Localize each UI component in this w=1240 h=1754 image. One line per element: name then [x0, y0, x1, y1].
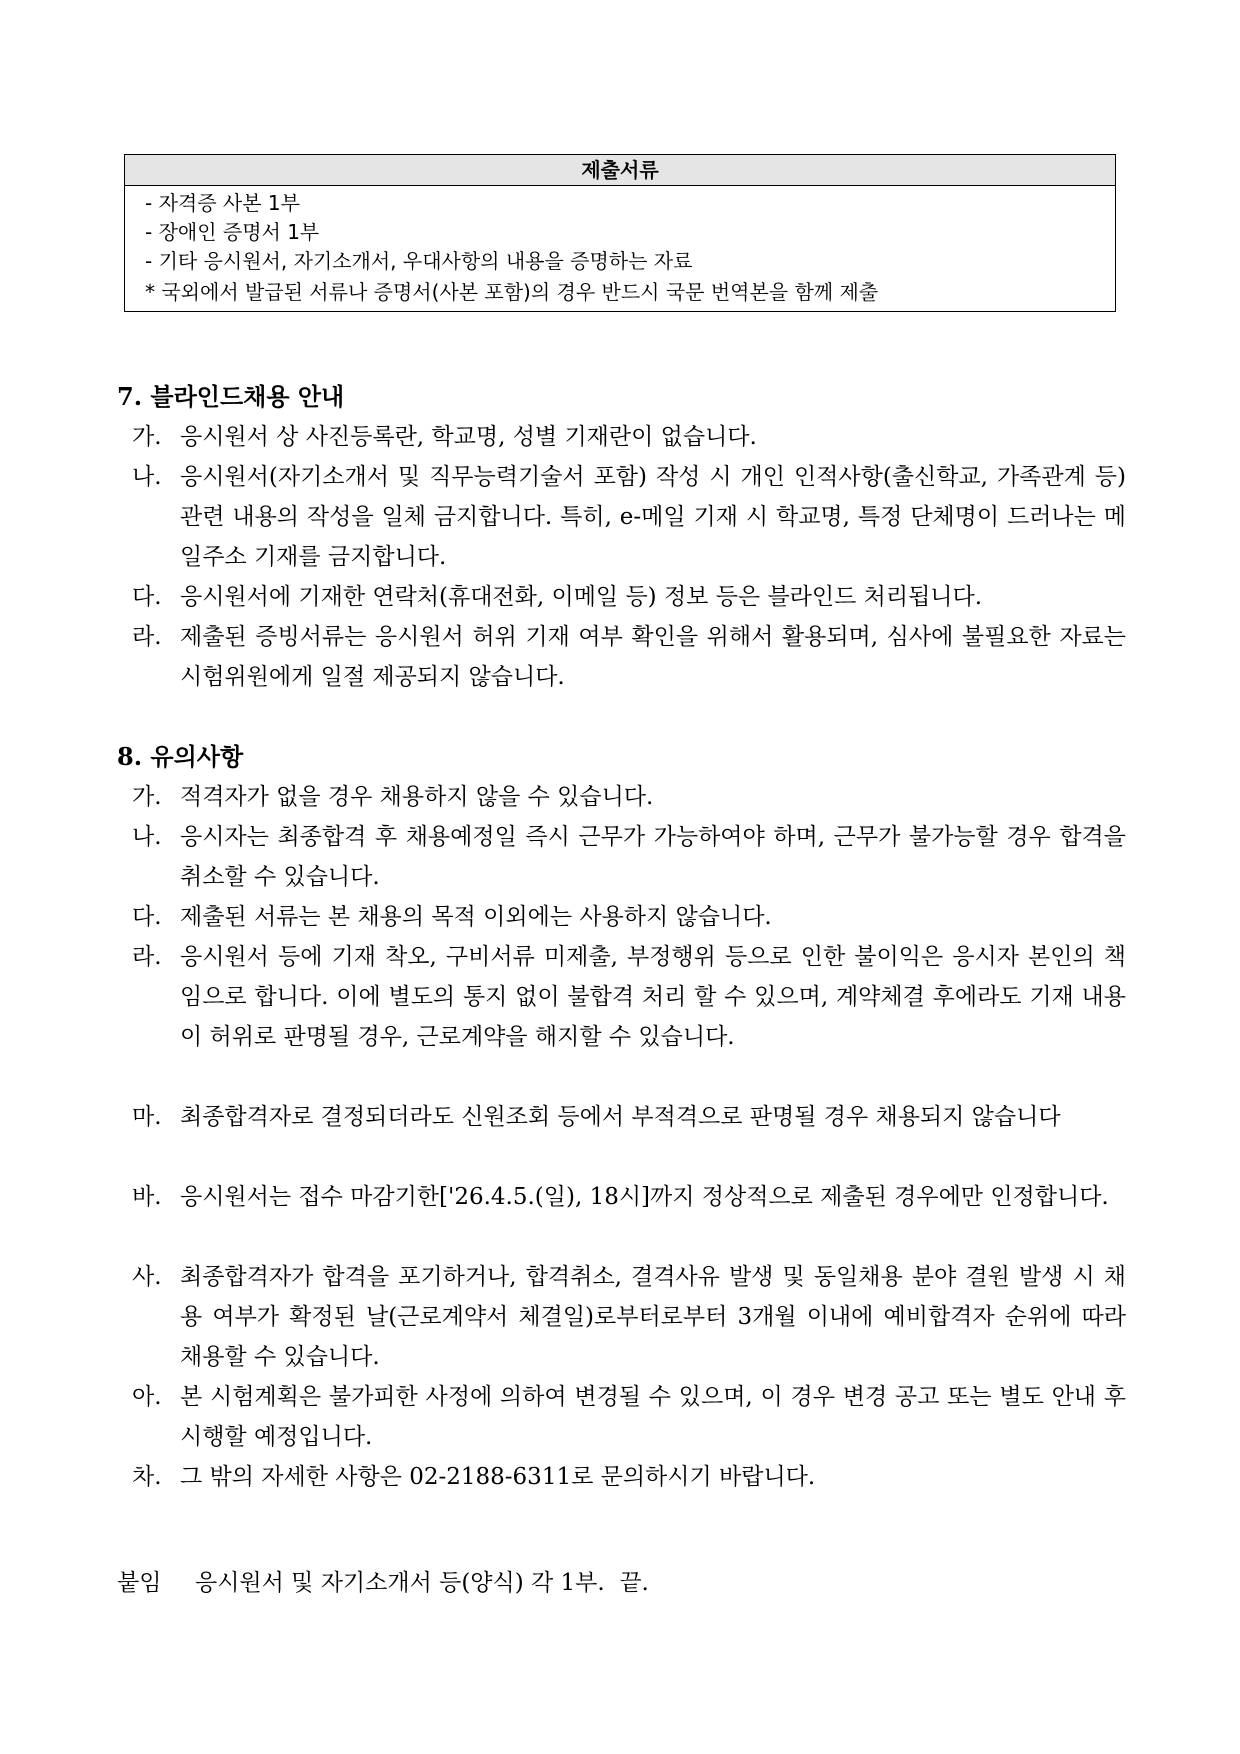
item-mark: 바. — [132, 1184, 162, 1210]
document-line: - 장애인 증명서 1부 — [145, 220, 320, 244]
item-text: 응시원서 등에 기재 착오, 구비서류 미제출, 부정행위 등으로 인한 불이익은 응시자 본인의 책임으로 합니다. 이에 별도의 통지 없이 불합격 처리 할 수 있으며, 계약체결 후에라도 기재 내용이 허위로 판명될 경우, 근로계약을 해지할 수 있습니다. — [180, 944, 1126, 1050]
list-item — [132, 417, 1126, 457]
list-item — [132, 777, 1126, 817]
section-8-title: 8. 유의사항 — [117, 742, 244, 771]
item-text: 응시원서(자기소개서 및 직무능력기술서 포함) 작성 시 개인 인적사항(출신학교, 가족관계 등) 관련 내용의 작성을 일체 금지합니다. 특히, e-메일 기재 시 학교명, 특정 단체명이 드러나는 메일주소 기재를 금지합니다. — [180, 464, 1126, 570]
item-text: 그 밖의 자세한 사항은 02-2188-6311로 문의하시기 바랍니다. — [180, 1464, 816, 1490]
attachment-label: 붙임 — [117, 1570, 162, 1596]
list-item — [132, 1457, 1126, 1497]
item-mark: 나. — [132, 824, 162, 850]
item-mark: 라. — [132, 944, 162, 970]
item-text: 최종합격자로 결정되더라도 신원조회 등에서 부적격으로 판명될 경우 채용되지 않습니다 — [180, 1104, 1061, 1130]
table-body — [125, 186, 1115, 311]
item-mark: 아. — [132, 1384, 162, 1410]
attachment-text: 응시원서 및 자기소개서 등(양식) 각 1부. 끝. — [195, 1570, 649, 1596]
document-note: * 국외에서 발급된 서류나 증명서(사본 포함)의 경우 반드시 국문 번역본을 함께 제출 — [145, 280, 879, 304]
item-mark: 다. — [132, 904, 162, 930]
table-header: 제출서류 — [125, 155, 1115, 186]
item-mark: 가. — [132, 424, 162, 450]
item-mark: 다. — [132, 584, 162, 610]
submission-documents-table — [124, 154, 1116, 312]
item-mark: 라. — [132, 624, 162, 650]
item-mark: 가. — [132, 784, 162, 810]
document-line: - 자격증 사본 1부 — [145, 191, 300, 215]
list-item — [132, 1257, 1126, 1377]
document-line: - 기타 응시원서, 자기소개서, 우대사항의 내용을 증명하는 자료 — [145, 249, 693, 273]
list-item — [132, 617, 1126, 697]
item-text: 제출된 서류는 본 채용의 목적 이외에는 사용하지 않습니다. — [180, 904, 772, 930]
item-text: 응시원서 상 사진등록란, 학교명, 성별 기재란이 없습니다. — [180, 424, 757, 450]
item-mark: 차. — [132, 1464, 162, 1490]
item-mark: 사. — [132, 1264, 162, 1290]
item-text: 최종합격자가 합격을 포기하거나, 합격취소, 결격사유 발생 및 동일채용 분야 결원 발생 시 채용 여부가 확정된 날(근로계약서 체결일)로부터로부터 3개월 이내에 예비합격자 순위에 따라 채용할 수 있습니다. — [180, 1264, 1126, 1370]
list-item — [132, 1097, 1126, 1137]
item-text: 본 시험계획은 불가피한 사정에 의하여 변경될 수 있으며, 이 경우 변경 공고 또는 별도 안내 후 시행할 예정입니다. — [180, 1384, 1126, 1450]
attachment-line — [117, 1563, 649, 1603]
item-mark: 마. — [132, 1104, 162, 1130]
list-item — [132, 1377, 1126, 1457]
list-item — [132, 1177, 1126, 1217]
list-item — [132, 577, 1126, 617]
list-item — [132, 457, 1126, 577]
item-text: 응시자는 최종합격 후 채용예정일 즉시 근무가 가능하여야 하며, 근무가 불가능할 경우 합격을 취소할 수 있습니다. — [180, 824, 1126, 890]
item-text: 응시원서는 접수 마감기한['26.4.5.(일), 18시]까지 정상적으로 제출된 경우에만 인정합니다. — [180, 1184, 1109, 1210]
list-item — [132, 937, 1126, 1057]
item-mark: 나. — [132, 464, 162, 490]
item-text: 응시원서에 기재한 연락처(휴대전화, 이메일 등) 정보 등은 블라인드 처리됩니다. — [180, 584, 983, 610]
section-7-title: 7. 블라인드채용 안내 — [117, 382, 345, 411]
list-item — [132, 817, 1126, 897]
item-text: 제출된 증빙서류는 응시원서 허위 기재 여부 확인을 위해서 활용되며, 심사에 불필요한 자료는 시험위원에게 일절 제공되지 않습니다. — [180, 624, 1126, 690]
item-text: 적격자가 없을 경우 채용하지 않을 수 있습니다. — [180, 784, 654, 810]
list-item — [132, 897, 1126, 937]
